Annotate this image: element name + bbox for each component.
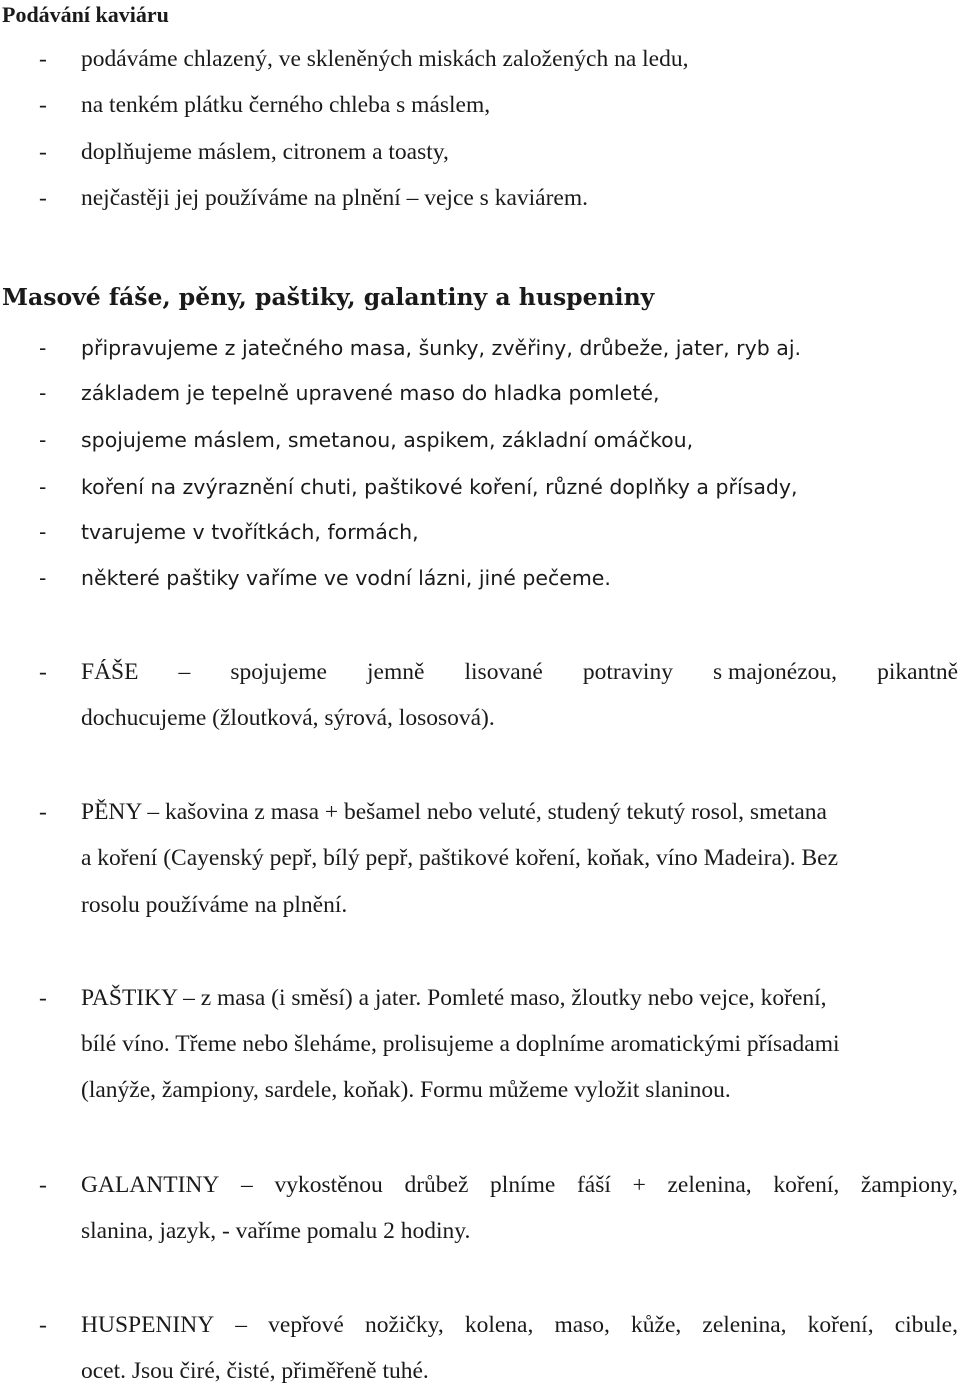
bullet-dash: - xyxy=(39,46,47,72)
bullet-dash: - xyxy=(39,185,47,211)
bullet-dash: - xyxy=(39,139,47,165)
bullet-dash: - xyxy=(39,1172,47,1198)
bullet-dash: - xyxy=(39,92,47,118)
word: nožičky, xyxy=(364,1312,444,1338)
paragraph-line: ocet. Jsou čiré, čisté, přiměřeně tuhé. xyxy=(81,1358,429,1384)
list-item-text: tvarujeme v tvořítkách, formách, xyxy=(81,520,419,544)
word: pikantně xyxy=(877,659,958,685)
word: potraviny xyxy=(582,659,673,685)
heading-caviar: Podávání kaviáru xyxy=(2,2,169,27)
bullet-dash: - xyxy=(39,1312,47,1338)
paragraph-line xyxy=(81,1172,958,1199)
paragraph-line: PĚNY – kašovina z masa + bešamel nebo veluté, studený tekutý rosol, smetana xyxy=(81,799,827,825)
word: – xyxy=(241,1172,253,1198)
word: HUSPENINY xyxy=(81,1312,215,1338)
word: – xyxy=(178,659,191,685)
paragraph-line: rosolu používáme na plnění. xyxy=(81,892,348,918)
word: – xyxy=(235,1312,248,1338)
word: zelenina, xyxy=(667,1172,752,1198)
bullet-dash: - xyxy=(39,566,47,590)
word: vepřové xyxy=(268,1312,344,1338)
bullet-dash: - xyxy=(39,381,47,405)
word: drůbež xyxy=(404,1172,469,1198)
list-item-text: koření na zvýraznění chuti, paštikové koření, různé doplňky a přísady, xyxy=(81,475,798,499)
bullet-dash: - xyxy=(39,336,47,360)
paragraph-line xyxy=(81,1312,958,1339)
list-item-text: nejčastěji jej používáme na plnění – vejce s kaviárem. xyxy=(81,185,589,211)
bullet-dash: - xyxy=(39,659,47,685)
word: kolena, xyxy=(464,1312,534,1338)
word: spojujeme xyxy=(230,659,327,685)
word: lisované xyxy=(464,659,543,685)
bullet-dash: - xyxy=(39,428,47,452)
paragraph-line: bílé víno. Třeme nebo šleháme, prolisujeme a doplníme aromatickými přísadami xyxy=(81,1031,840,1057)
word: s majonézou, xyxy=(713,659,838,685)
word: jemně xyxy=(367,659,425,685)
paragraph-line: slanina, jazyk, - vaříme pomalu 2 hodiny. xyxy=(81,1218,471,1244)
list-item-text: doplňujeme máslem, citronem a toasty, xyxy=(81,139,449,165)
bullet-dash: - xyxy=(39,799,47,825)
word: cibule, xyxy=(894,1312,958,1338)
word: zelenina, xyxy=(702,1312,787,1338)
list-item-text: připravujeme z jatečného masa, šunky, zvěřiny, drůbeže, jater, ryb aj. xyxy=(81,336,802,360)
bullet-dash: - xyxy=(39,985,47,1011)
paragraph-line xyxy=(81,659,958,686)
word: FÁŠE xyxy=(81,659,139,685)
list-item-text: spojujeme máslem, smetanou, aspikem, základní omáčkou, xyxy=(81,428,694,452)
bullet-dash: - xyxy=(39,520,47,544)
list-item-text: podáváme chlazený, ve skleněných miskách založených na ledu, xyxy=(81,46,689,72)
word: plníme xyxy=(490,1172,556,1198)
paragraph-line: a koření (Cayenský pepř, bílý pepř, paštikové koření, koňak, víno Madeira). Bez xyxy=(81,845,839,871)
word: kůže, xyxy=(631,1312,682,1338)
paragraph-line: dochucujeme (žloutková, sýrová, lososová). xyxy=(81,705,495,731)
word: GALANTINY xyxy=(81,1172,220,1198)
word: vykostěnou xyxy=(274,1172,383,1198)
list-item-text: některé paštiky vaříme ve vodní lázni, jiné pečeme. xyxy=(81,566,611,590)
paragraph-line: (lanýže, žampiony, sardele, koňak). Formu můžeme vyložit slaninou. xyxy=(81,1077,731,1103)
bullet-dash: - xyxy=(39,475,47,499)
word: fáší xyxy=(576,1172,611,1198)
list-item-text: na tenkém plátku černého chleba s máslem, xyxy=(81,92,491,118)
list-item-text: základem je tepelně upravené maso do hladka pomleté, xyxy=(81,381,660,405)
heading-meat-dishes: Masové fáše, pěny, paštiky, galantiny a huspeniny xyxy=(2,283,655,311)
word: žampiony, xyxy=(860,1172,958,1198)
word: maso, xyxy=(554,1312,610,1338)
word: + xyxy=(632,1172,646,1198)
word: koření, xyxy=(773,1172,840,1198)
word: koření, xyxy=(807,1312,874,1338)
paragraph-line: PAŠTIKY – z masa (i směsí) a jater. Pomleté maso, žloutky nebo vejce, koření, xyxy=(81,985,827,1011)
